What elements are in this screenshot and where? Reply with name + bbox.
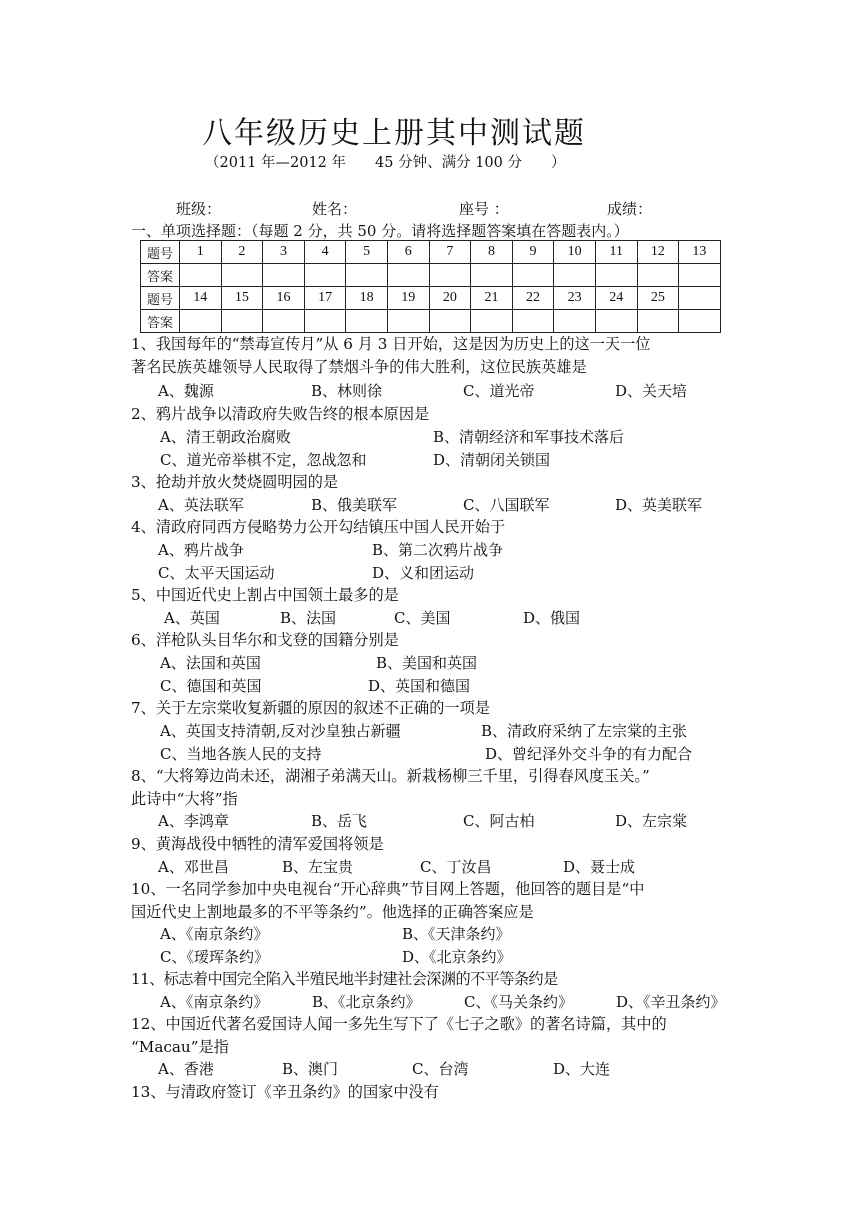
qnum-cell: 7 [429,241,471,264]
q12-option-b: B、澳门 [282,1060,339,1078]
q11-option-b: B、《北京条约》 [312,993,421,1011]
table-row [141,264,721,287]
q4-option-c: C、太平天国运动 [158,564,275,582]
exam-subtitle: （2011 年—2012 年 45 分钟、满分 100 分 ） [205,155,566,171]
q7-option-c: C、当地各族人民的支持 [160,745,322,763]
question-4-stem: 4、清政府同西方侵略势力公开勾结镇压中国人民开始于 [131,518,506,536]
answer-cell[interactable] [512,310,554,333]
q3-option-c: C、八国联军 [463,496,550,514]
question-13-stem: 13、与清政府签订《辛丑条约》的国家中没有 [131,1083,439,1101]
answer-cell[interactable] [346,264,388,287]
q10-option-c: C、《瑷珲条约》 [160,948,269,966]
answer-table [140,240,721,333]
answer-cell[interactable] [387,310,429,333]
q3-option-a: A、英法联军 [158,496,244,514]
q4-option-d: D、义和团运动 [372,564,475,582]
qnum-cell: 6 [387,241,429,264]
answer-cell[interactable] [263,264,305,287]
name-label: 姓名： [312,200,358,218]
answer-header: 答案 [141,310,180,333]
qnum-cell: 3 [263,241,305,264]
answer-cell[interactable] [304,310,346,333]
q8-option-a: A、李鸿章 [158,812,229,830]
table-row [141,241,721,264]
answer-cell[interactable] [180,264,222,287]
question-6-stem: 6、洋枪队头目华尔和戈登的国籍分别是 [131,631,399,649]
qnum-header: 题号 [141,241,180,264]
q5-option-a: A、英国 [164,609,220,627]
q8-option-c: C、阿古柏 [463,812,535,830]
answer-cell[interactable] [471,264,513,287]
question-7-stem: 7、关于左宗棠收复新疆的原因的叙述不正确的一项是 [131,699,490,717]
answer-cell[interactable] [346,310,388,333]
answer-cell[interactable] [263,310,305,333]
qnum-cell: 21 [471,287,513,310]
q3-option-b: B、俄美联军 [311,496,398,514]
q2-option-b: B、清朝经济和军事技术落后 [433,428,625,446]
q5-option-b: B、法国 [280,609,337,627]
qnum-cell: 23 [554,287,596,310]
qnum-cell: 16 [263,287,305,310]
question-3-stem: 3、抢劫并放火焚烧圆明园的是 [131,473,339,491]
answer-cell[interactable] [387,264,429,287]
q7-option-d: D、曾纪泽外交斗争的有力配合 [485,745,693,763]
qnum-cell: 1 [180,241,222,264]
q6-option-b: B、美国和英国 [376,654,478,672]
q11-option-c: C、《马关条约》 [464,993,573,1011]
answer-cell[interactable] [429,264,471,287]
q12-option-a: A、香港 [158,1060,214,1078]
q2-option-c: C、道光帝举棋不定，忽战忽和 [160,451,367,469]
answer-cell[interactable] [304,264,346,287]
question-8-stem-cont: 此诗中“大将”指 [131,790,238,808]
q10-option-b: B、《天津条约》 [402,925,511,943]
question-2-stem: 2、鸦片战争以清政府失败告终的根本原因是 [131,405,430,423]
q2-option-a: A、清王朝政治腐败 [160,428,291,446]
q12-option-d: D、大连 [553,1060,611,1078]
answer-cell[interactable] [471,310,513,333]
answer-cell[interactable] [512,264,554,287]
question-5-stem: 5、中国近代史上割占中国领土最多的是 [131,586,399,604]
qnum-cell: 19 [387,287,429,310]
qnum-cell: 14 [180,287,222,310]
q5-option-d: D、俄国 [523,609,581,627]
q8-option-d: D、左宗棠 [615,812,688,830]
q9-option-d: D、聂士成 [563,858,636,876]
qnum-header: 题号 [141,287,180,310]
answer-cell[interactable] [637,310,679,333]
qnum-cell: 24 [595,287,637,310]
answer-cell[interactable] [554,310,596,333]
q4-option-b: B、第二次鸦片战争 [372,541,504,559]
qnum-cell: 9 [512,241,554,264]
q12-option-c: C、台湾 [412,1060,469,1078]
q1-option-d: D、关天培 [615,382,688,400]
answer-cell[interactable] [595,264,637,287]
q7-option-b: B、清政府采纳了左宗棠的主张 [481,722,688,740]
q5-option-c: C、美国 [394,609,451,627]
seat-label: 座号 ： [459,200,509,218]
question-10-stem: 10、一名同学参加中央电视台“开心辞典”节目网上答题，他回答的题目是“中 [131,880,645,898]
q8-option-b: B、岳飞 [311,812,368,830]
q10-option-d: D、《北京条约》 [402,948,512,966]
answer-cell[interactable] [679,310,721,333]
question-11-stem: 11、标志着中国完全陷入半殖民地半封建社会深渊的不平等条约是 [131,970,558,988]
qnum-cell: 13 [679,241,721,264]
q1-option-c: C、道光帝 [463,382,535,400]
q2-option-d: D、清朝闭关锁国 [433,451,551,469]
q6-option-c: C、德国和英国 [160,677,262,695]
qnum-cell: 2 [221,241,263,264]
question-12-stem-cont: “Macau”是指 [131,1038,229,1056]
answer-header: 答案 [141,264,180,287]
answer-cell[interactable] [221,310,263,333]
q7-option-a: A、英国支持清朝,反对沙皇独占新疆 [160,722,401,740]
question-1-stem-cont: 著名民族英雄领导人民取得了禁烟斗争的伟大胜利，这位民族英雄是 [131,358,587,376]
q9-option-a: A、邓世昌 [158,858,229,876]
qnum-cell: 18 [346,287,388,310]
qnum-cell: 4 [304,241,346,264]
q9-option-c: C、丁汝昌 [420,858,492,876]
answer-cell[interactable] [554,264,596,287]
answer-cell[interactable] [595,310,637,333]
qnum-cell: 12 [637,241,679,264]
q11-option-a: A、《南京条约》 [160,993,269,1011]
qnum-cell [679,287,721,310]
qnum-cell: 25 [637,287,679,310]
qnum-cell: 5 [346,241,388,264]
qnum-cell: 15 [221,287,263,310]
page-title: 八年级历史上册其中测试题 [202,116,586,151]
q9-option-b: B、左宝贵 [282,858,354,876]
qnum-cell: 17 [304,287,346,310]
qnum-cell: 20 [429,287,471,310]
answer-cell[interactable] [180,310,222,333]
q4-option-a: A、鸦片战争 [158,541,244,559]
question-8-stem: 8、“大将筹边尚未还，湖湘子弟满天山。新栽杨柳三千里，引得春风度玉关。” [131,767,650,785]
qnum-cell: 8 [471,241,513,264]
question-9-stem: 9、黄海战役中牺牲的清军爱国将领是 [131,835,384,853]
score-label: 成绩： [607,200,653,218]
q3-option-d: D、英美联军 [615,496,703,514]
q6-option-a: A、法国和英国 [160,654,261,672]
q6-option-d: D、英国和德国 [368,677,471,695]
qnum-cell: 10 [554,241,596,264]
question-1-stem: 1、我国每年的“禁毒宣传月”从 6 月 3 日开始，这是因为历史上的这一天一位 [131,335,651,353]
answer-cell[interactable] [637,264,679,287]
class-label: 班级： [176,200,222,218]
qnum-cell: 22 [512,287,554,310]
section-heading: 一、单项选择题：（每题 2 分，共 50 分。请将选择题答案填在答题表内。） [131,222,629,240]
q1-option-a: A、魏源 [158,382,214,400]
q10-option-a: A、《南京条约》 [160,925,269,943]
answer-cell[interactable] [429,310,471,333]
qnum-cell: 11 [595,241,637,264]
question-10-stem-cont: 国近代史上割地最多的不平等条约”。他选择的正确答案应是 [131,903,534,921]
answer-cell[interactable] [221,264,263,287]
table-row [141,310,721,333]
answer-cell[interactable] [679,264,721,287]
q11-option-d: D、《辛丑条约》 [616,993,726,1011]
q1-option-b: B、林则徐 [311,382,383,400]
table-row [141,287,721,310]
question-12-stem: 12、中国近代著名爱国诗人闻一多先生写下了《七子之歌》的著名诗篇，其中的 [131,1015,667,1033]
